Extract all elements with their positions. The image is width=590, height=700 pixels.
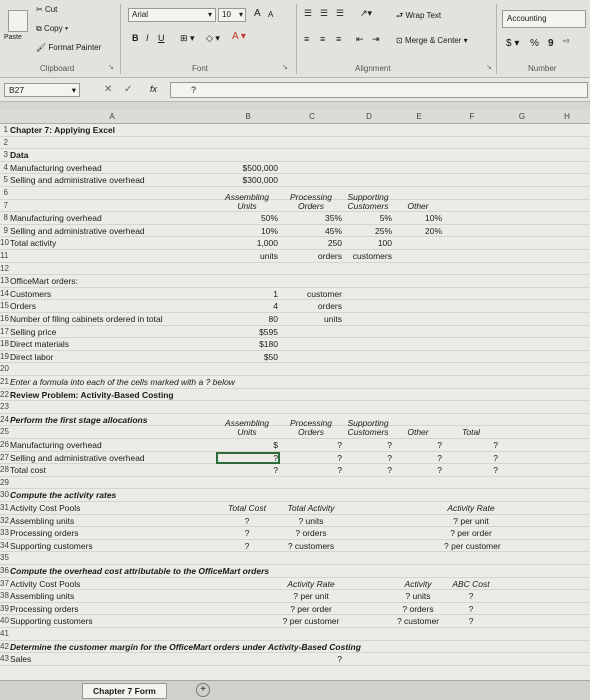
cell-f26[interactable]: ? [493,440,498,450]
row-gridline [0,299,590,300]
row-header[interactable]: 19 [0,351,9,361]
row-header[interactable]: 29 [0,477,9,487]
cell-a40[interactable]: Supporting customers [10,616,93,627]
cell-a17[interactable]: Selling price [10,326,57,337]
separator [296,4,297,74]
cell-f39[interactable]: ? [468,603,474,614]
cell-a19[interactable]: Direct labor [10,351,54,362]
row-header[interactable]: 28 [0,465,9,475]
row-gridline [0,577,590,578]
cell-c27[interactable]: ? [337,452,342,463]
row-header[interactable]: 4 [3,162,8,172]
cell-c31[interactable]: Total Activity [287,503,335,513]
cell-c40[interactable]: ? per customer [282,616,340,627]
cell-a9[interactable]: Selling and administrative overhead [10,225,145,236]
row-header[interactable]: 25 [0,427,9,437]
row-gridline [0,312,590,313]
row-header[interactable]: 34 [0,540,9,550]
cell-d27[interactable]: ? [387,452,392,463]
cell-d8[interactable]: 5% [379,213,392,224]
cell-a15[interactable]: Orders [10,301,36,312]
tab-chapter-7-form[interactable]: Chapter 7 Form [82,683,167,699]
cell-b25[interactable]: Units [237,427,257,438]
top-align-icon[interactable]: ☰ [304,8,313,18]
row-gridline [0,186,590,187]
row-header[interactable]: 20 [0,364,9,374]
row-header[interactable]: 8 [3,213,8,223]
header-top-b: Assembling [225,191,269,202]
cell-a36[interactable]: Compute the overhead cost attributable to the OfficeMart orders [10,566,270,576]
cell-e40[interactable]: ? customer [396,616,440,627]
wrap-icon: ⮐ [396,11,406,20]
cell-b10[interactable]: 1,000 [256,238,278,249]
middle-align-icon[interactable]: ☰ [320,8,329,18]
clipboard-launcher-icon[interactable]: ↘ [108,64,114,71]
header-top-b: Assembling [225,418,269,429]
cell-b27[interactable]: ? [273,452,278,463]
clipboard-group-label: Clipboard [40,64,75,73]
cell-c28[interactable]: ? [337,465,342,476]
row-gridline [0,539,590,540]
wrap-text-button[interactable]: ⮐ Wrap Text [396,11,442,20]
cell-e25[interactable]: Other [407,427,429,438]
row-header[interactable]: 43 [0,654,9,664]
column-header-e[interactable]: E [416,112,422,121]
column-header-a[interactable]: A [109,112,115,121]
cell-a31[interactable]: Activity Cost Pools [10,503,81,513]
copy-icon: ⧉ [36,24,44,33]
row-gridline [0,350,590,351]
cell-a26[interactable]: Manufacturing overhead [10,440,102,450]
bottom-align-icon[interactable]: ☰ [336,8,345,18]
cell-b34[interactable]: ? [244,540,250,551]
cell-a32[interactable]: Assembling units [10,515,75,526]
separator [496,4,497,74]
row-gridline [0,287,590,288]
cell-b5[interactable]: $300,000 [242,175,278,186]
row-header[interactable]: 27 [0,452,9,462]
cell-a27[interactable]: Selling and administrative overhead [10,452,145,463]
cell-f38[interactable]: ? [468,591,474,602]
worksheet-grid[interactable] [0,124,590,680]
borders-icon[interactable]: ⊞ ▾ [180,33,195,43]
copy-button[interactable]: ⧉ Copy ▾ [36,24,69,33]
cell-a5[interactable]: Selling and administrative overhead [10,175,145,186]
row-gridline [0,136,590,137]
row-header[interactable]: 15 [0,301,9,311]
cell-c33[interactable]: ? orders [295,528,327,539]
cell-c39[interactable]: ? per order [290,603,332,614]
underline-button[interactable]: U [158,33,165,43]
row-gridline [0,325,590,326]
row-header[interactable]: 2 [3,137,8,147]
format-painter-button[interactable]: 🖌 Format Painter [36,43,102,52]
cell-b7[interactable]: Units [237,200,257,211]
row-header[interactable]: 26 [0,440,9,449]
cell-f25[interactable]: Total [461,427,481,438]
header-top-d: Supporting [347,418,389,429]
row-gridline [0,262,590,263]
row-header[interactable]: 42 [0,641,9,651]
cell-c16[interactable]: units [324,314,342,324]
alignment-group-label: Alignment [355,64,391,73]
cell-a8[interactable]: Manufacturing overhead [10,213,102,224]
cell-c8[interactable]: 35% [324,213,342,224]
cell-f32[interactable]: ? per unit [453,515,489,526]
ribbon [0,0,590,78]
row-gridline [0,148,590,149]
column-header-f[interactable]: F [469,112,475,121]
cell-a21[interactable]: Enter a formula into each of the cells marked with a ? below [10,377,235,387]
fill-color-icon[interactable]: ◇ ▾ [206,33,220,43]
cell-c10[interactable]: 250 [327,238,342,249]
row-gridline [0,388,590,389]
row-header[interactable]: 41 [0,629,9,638]
column-header-h[interactable]: H [564,112,570,121]
row-header[interactable]: 36 [0,566,9,575]
cell-a10[interactable]: Total activity [10,238,57,249]
column-header-c[interactable]: C [309,112,315,121]
row-gridline [0,476,590,477]
row-gridline [0,488,590,489]
cell-a42[interactable]: Determine the customer margin for the OfficeMart orders under Activity-Based Costing [10,641,361,652]
row-header[interactable]: 23 [0,402,9,412]
row-gridline [0,602,590,603]
cell-b16[interactable]: 80 [268,314,278,324]
cell-b11[interactable]: units [260,251,278,261]
row-header[interactable]: 18 [0,339,9,349]
row-gridline [0,589,590,590]
selected-cell [216,452,280,465]
number-format-select[interactable]: Accounting [502,10,586,28]
grow-font-button[interactable]: A [254,8,261,19]
cell-b14[interactable]: 1 [273,288,278,299]
increase-decimal-icon[interactable]: ⁺⁰ [562,38,570,47]
orientation-icon[interactable]: ↗▾ [360,8,373,18]
cell-c9[interactable]: 45% [324,225,342,236]
row-header[interactable]: 24 [0,414,9,424]
row-gridline [0,627,590,628]
cell-e9[interactable]: 20% [424,225,442,236]
row-header[interactable]: 16 [0,314,9,323]
percent-button[interactable]: % [530,38,539,49]
cell-a3[interactable]: Data [10,150,29,161]
formula-bar [0,78,590,102]
cell-e7[interactable]: Other [407,200,429,211]
cell-f34[interactable]: ? per customer [444,540,501,551]
cell-c7[interactable]: Orders [298,200,324,211]
row-header[interactable]: 14 [0,288,9,298]
row-gridline [0,665,590,666]
alignment-launcher-icon[interactable]: ↘ [486,64,492,71]
name-box[interactable]: B27 ▾ [4,83,80,97]
cell-a18[interactable]: Direct materials [10,339,70,350]
separator [120,4,121,74]
cell-e27[interactable]: ? [437,452,442,463]
row-header[interactable]: 21 [0,377,9,386]
row-gridline [0,501,590,502]
font-name-select[interactable]: Arial ▾ [128,8,216,22]
column-headers [0,110,590,124]
cell-b33[interactable]: ? [244,528,250,539]
font-color-button[interactable]: A ▾ [232,31,246,42]
row-header[interactable]: 10 [0,238,9,248]
cell-c14[interactable]: customer [307,288,342,299]
row-header[interactable]: 37 [0,578,9,588]
font-size-select[interactable]: 10 ▾ [218,8,246,22]
cell-c11[interactable]: orders [317,251,342,261]
enter-icon[interactable]: ✓ [124,84,133,95]
sheet-tabs [0,680,590,700]
cell-a4[interactable]: Manufacturing overhead [10,162,102,173]
cell-b32[interactable]: ? [244,515,250,526]
cell-e39[interactable]: ? orders [402,603,434,614]
row-gridline [0,614,590,615]
row-gridline [0,438,590,439]
cell-e28[interactable]: ? [437,465,442,476]
cell-e26[interactable]: ? [437,440,442,450]
cell-f28[interactable]: ? [493,465,498,476]
cell-c43[interactable]: ? [337,654,342,665]
row-header[interactable]: 11 [0,251,9,260]
cell-c37[interactable]: Activity Rate [287,578,335,589]
cell-f40[interactable]: ? [468,616,474,627]
increase-indent-icon[interactable]: ⇥ [372,34,380,44]
cell-c25[interactable]: Orders [298,427,324,438]
row-gridline [0,337,590,338]
cell-f27[interactable]: ? [493,452,498,463]
cell-a38[interactable]: Assembling units [10,591,75,602]
row-header[interactable]: 3 [3,150,8,160]
cell-a16[interactable]: Number of filing cabinets ordered in total [10,314,163,324]
cell-a39[interactable]: Processing orders [10,603,79,614]
font-group-label: Font [192,64,209,73]
header-top-d: Supporting [347,191,389,202]
cell-d26[interactable]: ? [387,440,392,450]
row-header[interactable]: 9 [3,225,8,235]
paste-icon[interactable] [8,10,28,32]
row-header[interactable]: 35 [0,553,9,563]
row-header[interactable]: 17 [0,326,9,336]
cell-a13[interactable]: OfficeMart orders: [10,276,78,287]
cell-d10[interactable]: 100 [377,238,392,249]
column-header-d[interactable]: D [366,112,372,121]
cell-d28[interactable]: ? [387,465,392,476]
row-gridline [0,514,590,515]
row-gridline [0,375,590,376]
cell-e8[interactable]: 10% [424,213,442,224]
cell-a1[interactable]: Chapter 7: Applying Excel [10,125,116,135]
cell-a22[interactable]: Review Problem: Activity-Based Costing [10,389,174,400]
cell-b8[interactable]: 50% [260,213,278,224]
shrink-font-button[interactable]: A [268,10,274,19]
row-header[interactable]: 5 [3,175,8,185]
row-gridline [0,652,590,653]
cell-b19[interactable]: $50 [263,351,278,362]
formula-input[interactable]: ? [170,82,588,98]
cell-b28[interactable]: ? [273,465,278,476]
row-header[interactable]: 39 [0,603,9,613]
scissors-icon: ✂ [36,5,45,14]
brush-icon: 🖌 [36,43,49,52]
bold-button[interactable]: B [132,33,139,43]
cell-d11[interactable]: customers [352,251,392,261]
header-top-c: Processing [289,191,333,202]
row-gridline [0,211,590,212]
row-header[interactable]: 31 [0,503,9,512]
row-gridline [0,551,590,552]
row-header[interactable]: 40 [0,616,9,626]
insert-function-icon[interactable]: fx [150,84,158,94]
cell-a14[interactable]: Customers [10,288,52,299]
cell-a33[interactable]: Processing orders [10,528,79,539]
row-gridline [0,400,590,401]
cell-b17[interactable]: $595 [259,326,278,337]
row-gridline [0,564,590,565]
cell-c15[interactable]: orders [317,301,342,312]
cell-a28[interactable]: Total cost [10,465,46,476]
row-header[interactable]: 6 [3,188,8,197]
align-right-icon[interactable]: ≡ [336,34,342,44]
cell-c26[interactable]: ? [337,440,342,450]
cell-d7[interactable]: Customers [347,200,389,211]
row-header[interactable]: 12 [0,263,9,273]
cancel-icon[interactable]: ✕ [104,84,113,95]
cell-f33[interactable]: ? per order [450,528,492,539]
row-header[interactable]: 22 [0,389,9,399]
cell-a37[interactable]: Activity Cost Pools [10,578,81,589]
row-gridline [0,249,590,250]
row-gridline [0,173,590,174]
cell-b15[interactable]: 4 [273,301,278,312]
cell-c38[interactable]: ? per unit [293,591,329,602]
cell-f31[interactable]: Activity Rate [447,503,495,513]
row-header[interactable]: 1 [3,125,8,134]
cell-e37[interactable]: Activity [404,578,432,589]
cell-a34[interactable]: Supporting customers [10,540,93,551]
italic-button[interactable]: I [146,33,149,43]
cell-c32[interactable]: ? units [298,515,324,526]
cell-b18[interactable]: $180 [259,339,278,350]
merge-center-button[interactable]: ⊡ Merge & Center ▾ [396,36,468,45]
cell-b9[interactable]: 10% [260,225,278,236]
row-gridline [0,463,590,464]
row-header[interactable]: 7 [3,200,8,210]
currency-button[interactable]: $ ▾ [506,38,520,49]
row-header[interactable]: 32 [0,515,9,525]
row-gridline [0,362,590,363]
row-header[interactable]: 30 [0,490,9,500]
row-gridline [0,640,590,641]
align-center-icon[interactable]: ≡ [320,34,326,44]
cell-d25[interactable]: Customers [347,427,389,438]
column-header-b[interactable]: B [245,112,251,121]
row-header[interactable]: 38 [0,591,9,601]
row-header[interactable]: 33 [0,528,9,538]
row-gridline [0,224,590,225]
row-gridline [0,236,590,237]
column-header-g[interactable]: G [518,112,526,121]
cell-a30[interactable]: Compute the activity rates [10,490,117,501]
row-gridline [0,451,590,452]
cell-a43[interactable]: Sales [10,654,32,665]
row-gridline [0,413,590,414]
cell-b31[interactable]: Total Cost [228,503,266,513]
merge-icon: ⊡ [396,36,405,45]
cell-f37[interactable]: ABC Cost [452,578,490,589]
row-gridline [0,526,590,527]
add-sheet-button[interactable]: + [196,683,210,697]
paste-button[interactable]: Paste [4,34,22,41]
row-gridline [0,274,590,275]
cell-b26[interactable]: $ [273,440,278,450]
cell-b4[interactable]: $500,000 [242,162,278,173]
row-header[interactable]: 13 [0,276,9,286]
cell-c34[interactable]: ? customers [287,540,335,551]
cell-d9[interactable]: 25% [374,225,392,236]
number-group-label: Number [528,64,557,73]
cell-a24[interactable]: Perform the first stage allocations [10,414,148,425]
row-gridline [0,161,590,162]
cut-button[interactable]: ✂ Cut [36,5,58,14]
decrease-indent-icon[interactable]: ⇤ [356,34,364,44]
cell-e38[interactable]: ? units [405,591,431,602]
comma-button[interactable]: 9 [548,38,554,49]
header-top-c: Processing [289,418,333,429]
align-left-icon[interactable]: ≡ [304,34,310,44]
font-launcher-icon[interactable]: ↘ [282,64,288,71]
